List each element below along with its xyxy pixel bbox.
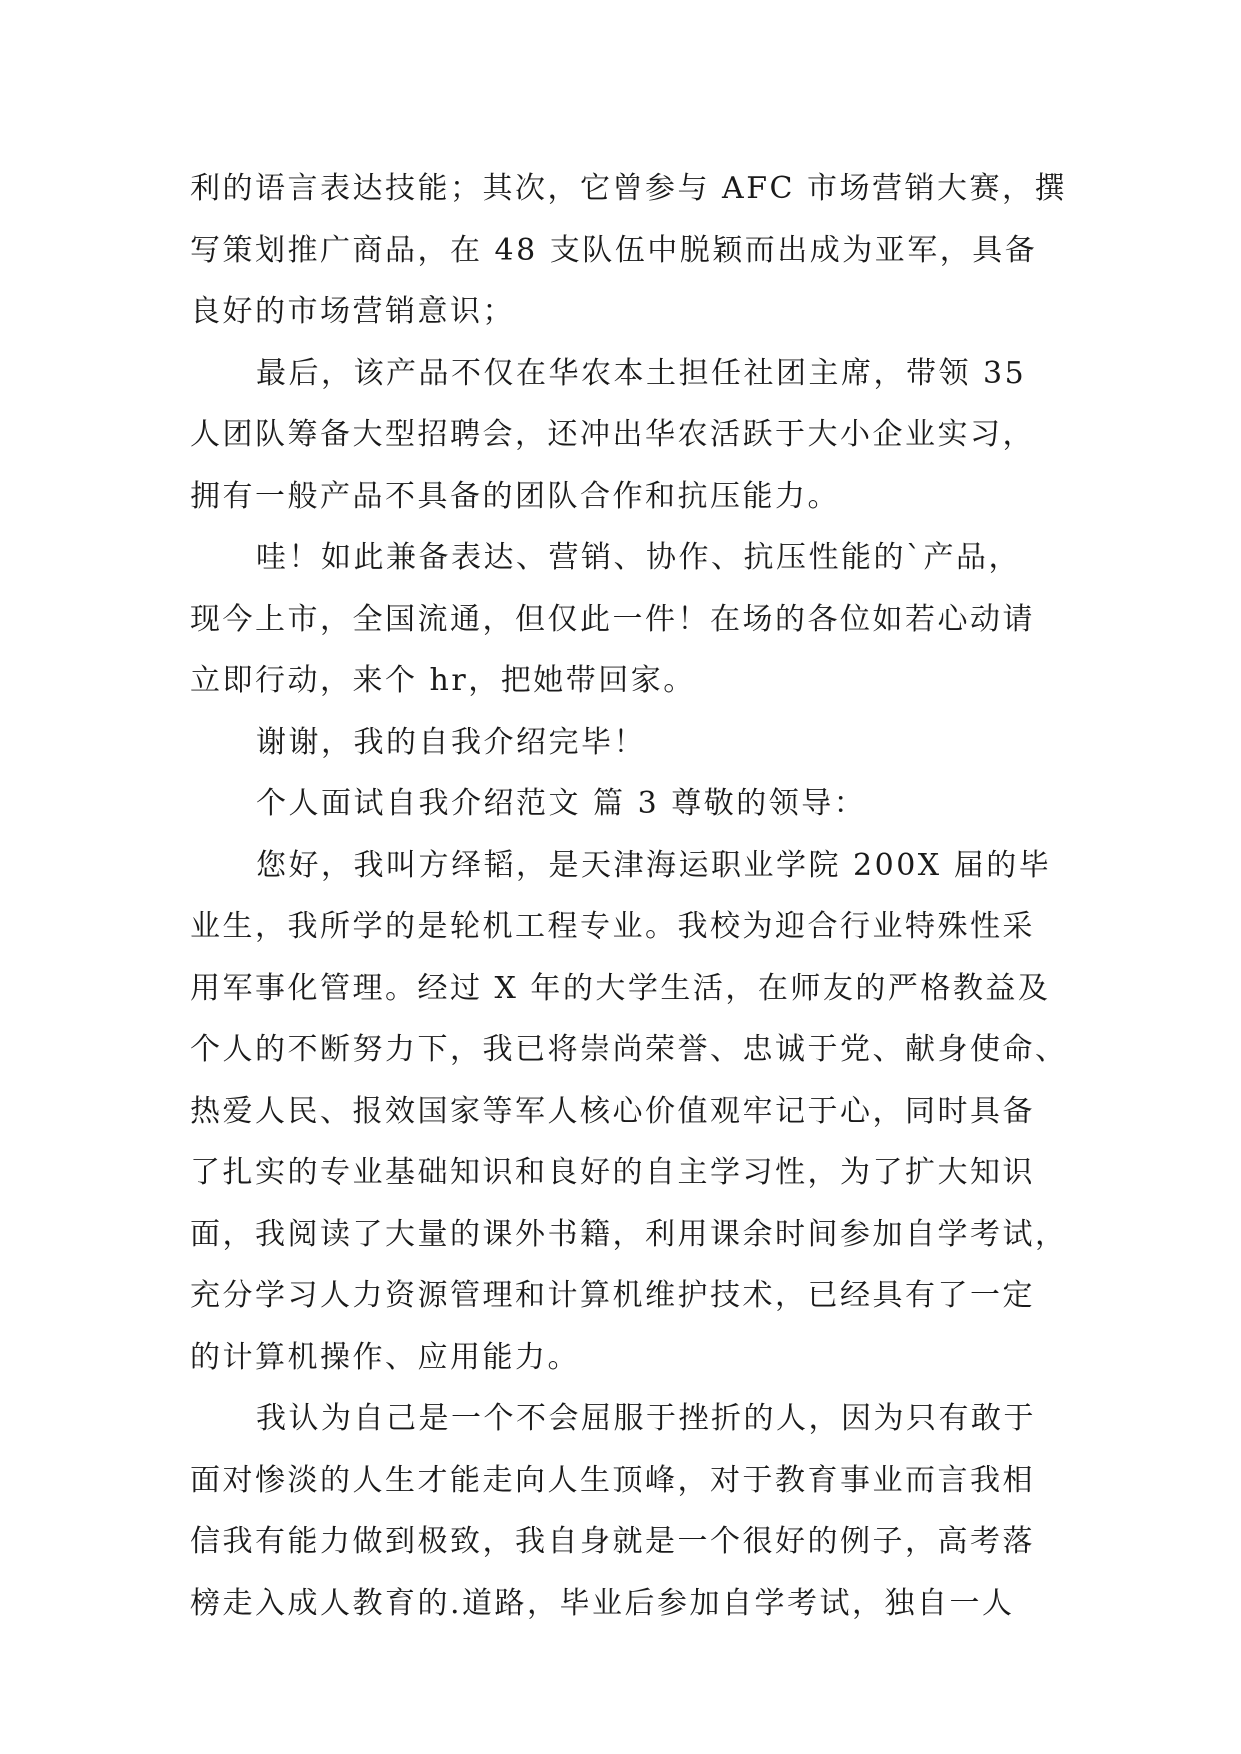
text-line: 榜走入成人教育的.道路，毕业后参加自学考试，独自一人 [190,1585,1015,1621]
paragraph-start-line: 哇！如此兼备表达、营销、协作、抗压性能的`产品， [256,540,1021,575]
text-line: 利的语言表达技能；其次，它曾参与 AFC 市场营销大赛，撰 [190,171,1068,206]
text-line: 业生，我所学的是轮机工程专业。我校为迎合行业特殊性采 [190,909,1035,944]
text-line: 热爱人民、报效国家等军人核心价值观牢记于心，同时具备 [190,1093,1035,1129]
text-line: 充分学习人力资源管理和计算机维护技术，已经具有了一定 [190,1278,1035,1313]
text-line: 写策划推广商品，在 48 支队伍中脱颖而出成为亚军，具备 [190,232,1038,268]
paragraph-start-line: 我认为自己是一个不会屈服于挫折的人，因为只有敢于 [256,1401,1036,1436]
text-line: 现今上市，全国流通，但仅此一件！在场的各位如若心动请 [190,601,1035,637]
text-line: 良好的市场营销意识； [190,294,515,329]
text-line: 用军事化管理。经过 X 年的大学生活，在师友的严格教益及 [190,970,1051,1006]
text-line: 了扎实的专业基础知识和良好的自主学习性，为了扩大知识 [190,1155,1035,1190]
text-line: 信我有能力做到极致，我自身就是一个很好的例子，高考落 [190,1524,1035,1559]
text-line: 拥有一般产品不具备的团队合作和抗压能力。 [190,478,840,514]
text-line: 立即行动，来个 hr，把她带回家。 [190,663,696,698]
section-heading-line: 个人面试自我介绍范文 篇 3 尊敬的领导： [256,786,867,821]
paragraph-start-line: 谢谢，我的自我介绍完毕！ [256,724,646,760]
body-text [190,158,1068,1634]
paragraph-start-line: 最后，该产品不仅在华农本土担任社团主席，带领 35 [256,355,1027,391]
text-line: 面对惨淡的人生才能走向人生顶峰，对于教育事业而言我相 [190,1462,1035,1498]
text-line: 的计算机操作、应用能力。 [190,1339,580,1375]
text-line: 人团队筹备大型招聘会，还冲出华农活跃于大小企业实习， [190,417,1035,452]
text-line: 面，我阅读了大量的课外书籍，利用课余时间参加自学考试， [190,1216,1068,1252]
text-line: 个人的不断努力下，我已将崇尚荣誉、忠诚于党、献身使命、 [190,1032,1068,1067]
paragraph-start-line: 您好，我叫方绎韬，是天津海运职业学院 200X 届的毕 [256,847,1052,883]
